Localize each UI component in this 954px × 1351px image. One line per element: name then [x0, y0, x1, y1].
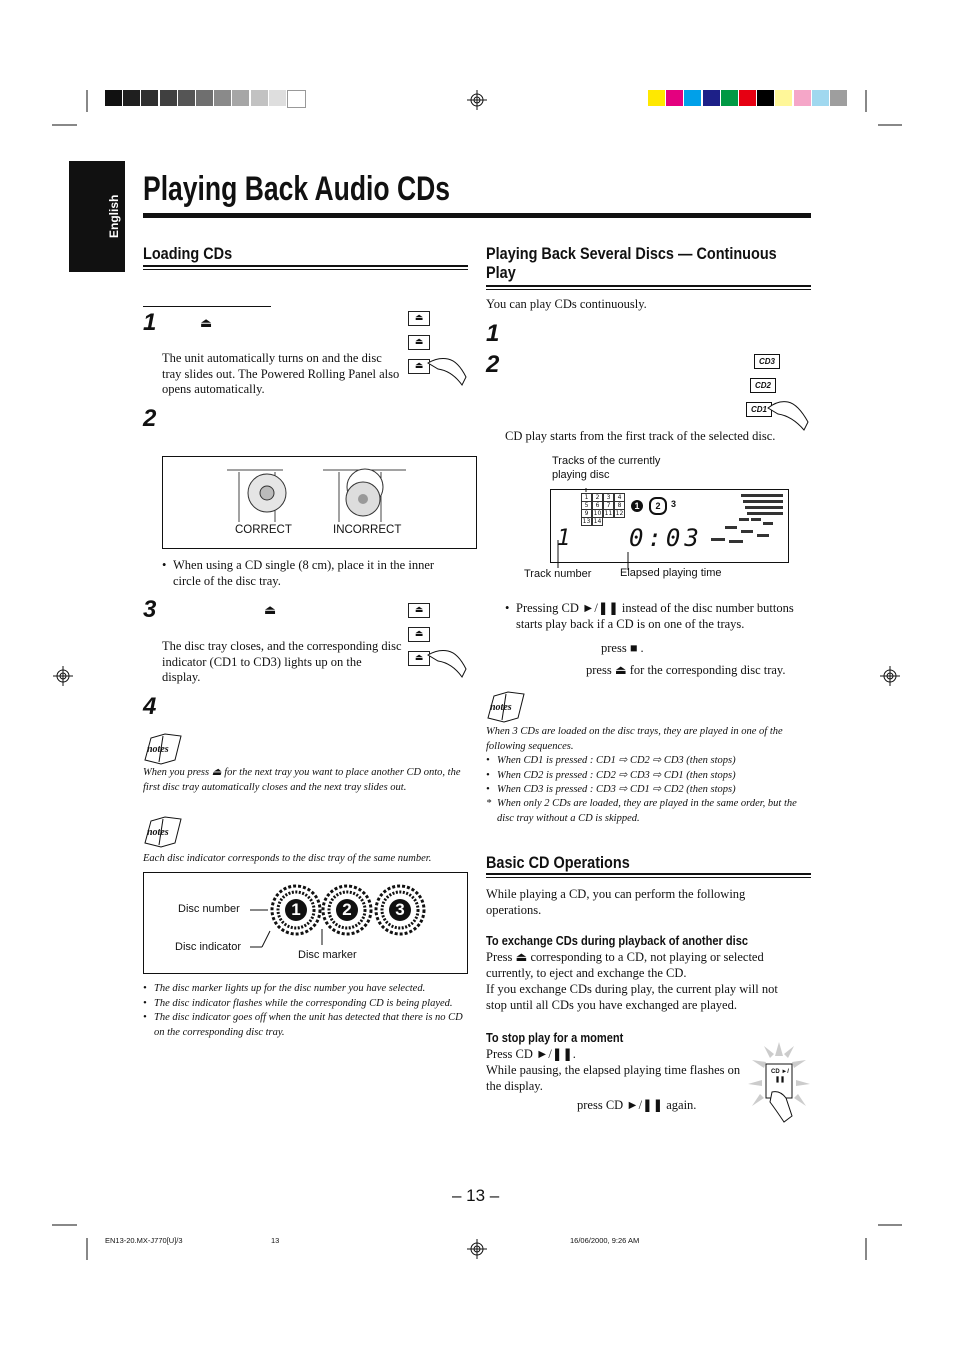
lcd-disc-2: 2 [649, 497, 667, 515]
notes-icon: notes [486, 690, 528, 724]
step-1-number: 1 [486, 320, 500, 347]
step-2-number: 2 [143, 405, 157, 432]
eject-icon: ⏏ [264, 603, 277, 618]
disc-indicator-figure [143, 872, 468, 974]
play-start-text: CD play starts from the first track of the selected disc. [505, 429, 776, 443]
section-rule [486, 285, 811, 287]
list-item: • The disc marker lights up for the disc number you have selected. [143, 982, 468, 997]
list-item: • When using a CD single (8 cm), place it in the inner circle of the disc tray. [162, 558, 462, 589]
basic-heading: Basic CD Operations [486, 853, 630, 872]
elapsed-time-label: Elapsed playing time [620, 567, 722, 579]
list-item: • Pressing CD ►/❚❚ instead of the disc number buttons starts play back if a CD is on one of the trays. [505, 601, 805, 632]
cd-single-bullet [162, 558, 462, 589]
exchange-text-1: Press ⏏ corresponding to a CD, not playing or selected currently, to eject and exchange the CD. [486, 950, 764, 980]
footer-date: 16/06/2000, 9:26 AM [570, 1236, 640, 1245]
track-cell: 4 [614, 493, 625, 502]
notes-icon: notes [143, 732, 185, 766]
tracks-label-1: Tracks of the currently [552, 455, 661, 467]
sequence-list [486, 754, 811, 798]
list-item: • When CD3 is pressed : CD3 ⇨ CD1 ⇨ CD2 (then stops) [486, 783, 811, 798]
notes-icon: notes [143, 815, 185, 849]
list-item: • When CD2 is pressed : CD2 ⇨ CD3 ⇨ CD1 (then stops) [486, 769, 811, 784]
cd-play-bullet [505, 601, 805, 632]
registration-mark-top [467, 90, 487, 110]
press-stop-text: press ■ . [601, 641, 644, 655]
side-tab-label: English [107, 194, 121, 238]
disc-number-label: Disc number [178, 903, 240, 915]
correct-label: CORRECT [235, 524, 292, 536]
note-2-text: Each disc indicator corresponds to the disc tray of the same number. [143, 853, 432, 864]
list-item: * When only 2 CDs are loaded, they are played in the same order, but the disc tray without a CD is skipped. [486, 797, 811, 826]
step-4-number: 4 [143, 693, 157, 720]
eject-button-2[interactable]: ⏏ [408, 335, 430, 350]
page-title: Playing Back Audio CDs [143, 170, 451, 208]
continuous-notes-intro: When 3 CDs are loaded on the disc trays, they are played in one of the following sequences. [486, 726, 783, 752]
list-item: • When CD1 is pressed : CD1 ⇨ CD2 ⇨ CD3 (then stops) [486, 754, 811, 769]
step-1-text: The unit automatically turns on and the disc tray slides out. The Powered Rolling Panel also opens automatically. [162, 351, 400, 396]
track-cell: 6 [592, 501, 603, 510]
eject-button-2[interactable]: ⏏ [408, 627, 430, 642]
disc-digit-1: 1 [285, 899, 307, 921]
disc-indicator-graphic [144, 873, 469, 975]
disc-digit-2: 2 [336, 899, 358, 921]
section-rule-thin [486, 877, 811, 878]
again-text: press CD ►/❚❚ again. [577, 1098, 697, 1112]
eject-button-3[interactable]: ⏏ [408, 651, 430, 666]
track-cell: 3 [603, 493, 614, 502]
track-cell: 12 [615, 510, 624, 517]
step-underline [143, 306, 271, 307]
press-eject-text: press ⏏ for the corresponding disc tray. [586, 663, 786, 677]
section-rule [486, 873, 811, 875]
stop-heading: To stop play for a moment [486, 1030, 624, 1045]
footer-page: 13 [271, 1236, 280, 1245]
eject-icon: ⏏ [200, 316, 213, 331]
cd1-button[interactable]: CD1 [746, 402, 772, 417]
track-cell: 11 [604, 510, 613, 517]
stop-press-text: Press CD ►/❚❚. [486, 1047, 576, 1061]
continuous-intro: You can play CDs continuously. [486, 297, 647, 311]
disc-marker-label: Disc marker [298, 949, 357, 961]
cd-placement-figure [162, 456, 477, 549]
disc-indicator-label: Disc indicator [175, 941, 242, 953]
section-rule-thin [143, 269, 468, 270]
disc-digit-3: 3 [389, 899, 411, 921]
track-cell: 2 [592, 493, 603, 502]
incorrect-label: INCORRECT [333, 524, 402, 536]
language-side-tab [69, 161, 125, 272]
level-meter-graphic [681, 492, 787, 552]
step-3-text: The disc tray closes, and the corresponding disc indicator (CD1 to CD3) lights up on the display. [162, 639, 402, 684]
continuous-heading-line1: Playing Back Several Discs — Continuous [486, 244, 777, 263]
eject-button-1[interactable]: ⏏ [408, 603, 430, 618]
lcd-elapsed-time: 0:03 [629, 524, 703, 552]
cd2-button[interactable]: CD2 [750, 378, 776, 393]
track-cell: 9 [581, 509, 592, 518]
pressing-hand-icon [766, 386, 812, 432]
step-3-number: 3 [143, 596, 157, 623]
track-cell: 10 [593, 510, 602, 517]
step-1-number: 1 [143, 309, 157, 336]
footer-file: EN13-20.MX-J770[U]/3 [105, 1236, 183, 1245]
cd3-button[interactable]: CD3 [754, 354, 780, 369]
exchange-heading: To exchange CDs during playback of another disc [486, 933, 748, 948]
stop-text: While pausing, the elapsed playing time flashes on the display. [486, 1063, 741, 1093]
pressing-hand-icon [426, 343, 470, 387]
asterisk-note [486, 797, 811, 826]
note-1-text: When you press ⏏ for the next tray you want to place another CD onto, the first disc tray automatically closes and the next tray slides out. [143, 767, 461, 793]
track-cell: 5 [581, 501, 592, 510]
display-callout-lines [540, 480, 660, 580]
track-cell: 7 [603, 501, 614, 510]
eject-button-1[interactable]: ⏏ [408, 311, 430, 326]
track-cell: 14 [593, 518, 602, 525]
track-cell: 8 [614, 501, 625, 510]
section-rule [143, 265, 468, 267]
track-cell: 13 [582, 518, 591, 525]
continuous-heading-line2: Play [486, 263, 516, 282]
lcd-disc-3: 3 [671, 499, 677, 509]
track-cell: 1 [581, 493, 592, 502]
loading-heading: Loading CDs [143, 244, 233, 263]
lcd-disc-1: 1 [631, 500, 643, 512]
list-item: • The disc indicator goes off when the unit has detected that there is no CD on the corresponding disc tray. [143, 1011, 468, 1040]
exchange-text-2: If you exchange CDs during play, the current play will not stop until all CDs you have exchanged are played. [486, 982, 778, 1012]
title-rule [143, 213, 811, 218]
disc-notes-list [143, 982, 468, 1040]
page-number: – 13 – [452, 1186, 500, 1205]
pressing-hand-icon [426, 635, 470, 679]
lcd-track-number: 1 [557, 526, 571, 551]
tracks-label-2: playing disc [552, 469, 610, 481]
eject-button-3[interactable]: ⏏ [408, 359, 430, 374]
basic-intro: While playing a CD, you can perform the following operations. [486, 887, 746, 917]
cd-play-pause-button[interactable]: CD ►/❚❚ [771, 1069, 789, 1083]
list-item: • The disc indicator flashes while the corresponding CD is being played. [143, 997, 468, 1012]
section-rule-thin [486, 289, 811, 290]
step-2-number: 2 [486, 351, 500, 378]
track-number-label: Track number [524, 568, 592, 580]
tray-illustration [223, 467, 413, 527]
